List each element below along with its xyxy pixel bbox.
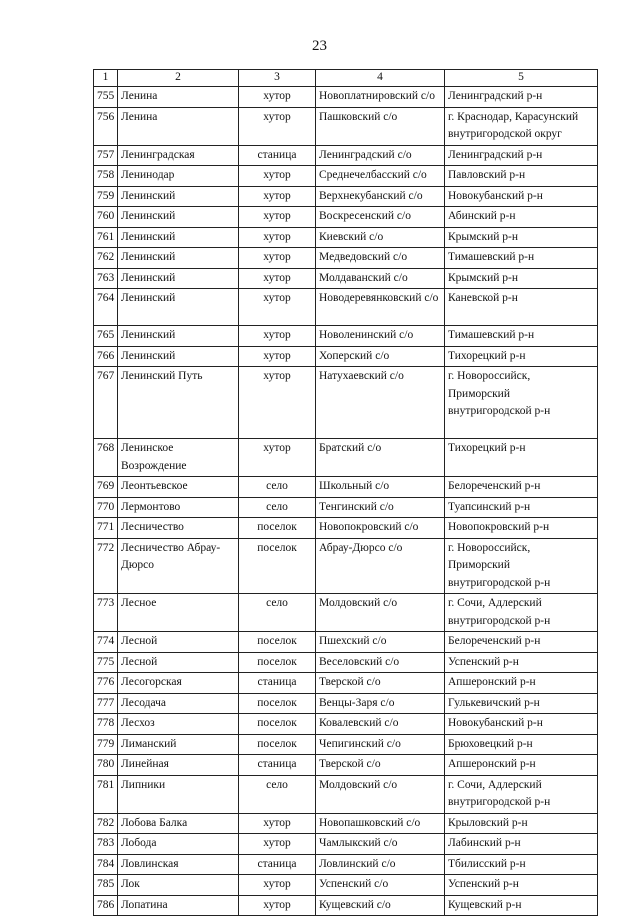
settlement-name-cell: Ленинский [118, 326, 239, 347]
council-cell: Школьный с/о [316, 477, 445, 498]
row-number-cell: 761 [94, 227, 118, 248]
row-number-cell: 760 [94, 207, 118, 228]
region-cell: Тимашевский р-н [445, 326, 598, 347]
settlement-type-cell: хутор [239, 186, 316, 207]
region-cell: Ленинградский р-н [445, 87, 598, 108]
council-cell: Чамлыкский с/о [316, 834, 445, 855]
table-row [94, 875, 598, 896]
region-cell: Брюховецкий р-н [445, 734, 598, 755]
settlement-type-cell: хутор [239, 248, 316, 269]
settlement-type-cell: село [239, 497, 316, 518]
council-cell: Чепигинский с/о [316, 734, 445, 755]
region-cell: Крымский р-н [445, 227, 598, 248]
row-number-cell: 766 [94, 346, 118, 367]
row-number-cell: 768 [94, 439, 118, 477]
region-cell: Павловский р-н [445, 166, 598, 187]
region-cell: Новокубанский р-н [445, 714, 598, 735]
settlement-name-cell: Ленина [118, 87, 239, 108]
row-number-cell: 771 [94, 518, 118, 539]
council-cell: Ленинградский с/о [316, 145, 445, 166]
page-number: 23 [312, 38, 327, 54]
table-row [94, 538, 598, 594]
table-row [94, 107, 598, 145]
table-row [94, 632, 598, 653]
council-cell: Воскресенский с/о [316, 207, 445, 228]
settlement-type-cell: хутор [239, 268, 316, 289]
row-number-cell: 777 [94, 693, 118, 714]
row-number-cell: 762 [94, 248, 118, 269]
council-cell: Новопокровский с/о [316, 518, 445, 539]
council-cell: Тверской с/о [316, 755, 445, 776]
table-row [94, 714, 598, 735]
table-row [94, 834, 598, 855]
settlement-type-cell: хутор [239, 834, 316, 855]
settlement-name-cell: Лобода [118, 834, 239, 855]
settlement-name-cell: Лесное [118, 594, 239, 632]
council-cell: Верхнекубанский с/о [316, 186, 445, 207]
settlement-name-cell: Ленинский [118, 207, 239, 228]
column-header-3: 3 [239, 70, 316, 87]
table-row [94, 268, 598, 289]
row-number-cell: 764 [94, 289, 118, 326]
settlement-name-cell: Ленина [118, 107, 239, 145]
table-row [94, 227, 598, 248]
table-header-row [94, 70, 598, 87]
region-cell: Туапсинский р-н [445, 497, 598, 518]
settlement-name-cell: Лесничество [118, 518, 239, 539]
table-row [94, 439, 598, 477]
settlement-name-cell: Лесодача [118, 693, 239, 714]
region-cell: г. Сочи, Адлерский внутригородской р-н [445, 775, 598, 813]
region-cell: Белореченский р-н [445, 632, 598, 653]
region-cell: Лабинский р-н [445, 834, 598, 855]
settlement-name-cell: Ленинское Возрождение [118, 439, 239, 477]
settlement-type-cell: хутор [239, 875, 316, 896]
table-row [94, 854, 598, 875]
table-row [94, 693, 598, 714]
settlement-name-cell: Ленинский [118, 268, 239, 289]
table-row [94, 289, 598, 326]
settlement-type-cell: поселок [239, 652, 316, 673]
settlement-name-cell: Ленинский [118, 346, 239, 367]
council-cell: Молдовский с/о [316, 594, 445, 632]
column-header-2: 2 [118, 70, 239, 87]
row-number-cell: 770 [94, 497, 118, 518]
table-row [94, 775, 598, 813]
table-row [94, 755, 598, 776]
settlement-name-cell: Лесной [118, 632, 239, 653]
table-row [94, 673, 598, 694]
settlement-type-cell: хутор [239, 107, 316, 145]
table-row [94, 477, 598, 498]
table-body [94, 87, 598, 916]
table-row [94, 186, 598, 207]
settlement-name-cell: Лопатина [118, 895, 239, 916]
table-row [94, 145, 598, 166]
settlement-name-cell: Ленинодар [118, 166, 239, 187]
table-row [94, 207, 598, 228]
council-cell: Ковалевский с/о [316, 714, 445, 735]
row-number-cell: 780 [94, 755, 118, 776]
region-cell: Каневской р-н [445, 289, 598, 326]
council-cell: Пшехский с/о [316, 632, 445, 653]
settlement-type-cell: станица [239, 755, 316, 776]
region-cell: Белореченский р-н [445, 477, 598, 498]
council-cell: Кущевский с/о [316, 895, 445, 916]
settlement-type-cell: хутор [239, 813, 316, 834]
row-number-cell: 772 [94, 538, 118, 594]
table-row [94, 594, 598, 632]
column-header-5: 5 [445, 70, 598, 87]
region-cell: Успенский р-н [445, 652, 598, 673]
table-row [94, 497, 598, 518]
settlement-type-cell: поселок [239, 538, 316, 594]
settlement-name-cell: Лермонтово [118, 497, 239, 518]
region-cell: г. Новороссийск, Приморский внутригородской р-н [445, 367, 598, 439]
region-cell: г. Новороссийск, Приморский внутригородской р-н [445, 538, 598, 594]
row-number-cell: 781 [94, 775, 118, 813]
settlement-name-cell: Ленинский Путь [118, 367, 239, 439]
council-cell: Тенгинский с/о [316, 497, 445, 518]
row-number-cell: 756 [94, 107, 118, 145]
council-cell: Молдаванский с/о [316, 268, 445, 289]
row-number-cell: 759 [94, 186, 118, 207]
council-cell: Новоленинский с/о [316, 326, 445, 347]
region-cell: Новопокровский р-н [445, 518, 598, 539]
council-cell: Новопашковский с/о [316, 813, 445, 834]
council-cell: Киевский с/о [316, 227, 445, 248]
row-number-cell: 773 [94, 594, 118, 632]
council-cell: Пашковский с/о [316, 107, 445, 145]
settlement-type-cell: поселок [239, 714, 316, 735]
region-cell: Тбилисский р-н [445, 854, 598, 875]
settlement-type-cell: хутор [239, 166, 316, 187]
settlement-type-cell: станица [239, 145, 316, 166]
column-header-4: 4 [316, 70, 445, 87]
council-cell: Среднечелбасский с/о [316, 166, 445, 187]
council-cell: Братский с/о [316, 439, 445, 477]
row-number-cell: 769 [94, 477, 118, 498]
row-number-cell: 786 [94, 895, 118, 916]
region-cell: Успенский р-н [445, 875, 598, 896]
table-row [94, 652, 598, 673]
settlement-name-cell: Ленинский [118, 248, 239, 269]
table-row [94, 346, 598, 367]
row-number-cell: 779 [94, 734, 118, 755]
region-cell: Апшеронский р-н [445, 673, 598, 694]
table-row [94, 518, 598, 539]
council-cell: Новоплатнировский с/о [316, 87, 445, 108]
settlement-type-cell: село [239, 775, 316, 813]
region-cell: Новокубанский р-н [445, 186, 598, 207]
settlement-type-cell: поселок [239, 632, 316, 653]
table-row [94, 248, 598, 269]
council-cell: Веселовский с/о [316, 652, 445, 673]
row-number-cell: 758 [94, 166, 118, 187]
settlement-name-cell: Липники [118, 775, 239, 813]
row-number-cell: 755 [94, 87, 118, 108]
region-cell: Тихорецкий р-н [445, 346, 598, 367]
settlement-type-cell: хутор [239, 326, 316, 347]
settlement-name-cell: Лесогорская [118, 673, 239, 694]
settlement-type-cell: хутор [239, 289, 316, 326]
settlement-name-cell: Лиманский [118, 734, 239, 755]
settlement-name-cell: Лесхоз [118, 714, 239, 735]
row-number-cell: 765 [94, 326, 118, 347]
council-cell: Новодеревянковский с/о [316, 289, 445, 326]
settlement-type-cell: хутор [239, 367, 316, 439]
settlement-name-cell: Лесной [118, 652, 239, 673]
region-cell: Тихорецкий р-н [445, 439, 598, 477]
region-cell: Ленинградский р-н [445, 145, 598, 166]
row-number-cell: 784 [94, 854, 118, 875]
region-cell: г. Сочи, Адлерский внутригородской р-н [445, 594, 598, 632]
table-row [94, 326, 598, 347]
settlement-type-cell: поселок [239, 693, 316, 714]
settlement-name-cell: Лобова Балка [118, 813, 239, 834]
row-number-cell: 763 [94, 268, 118, 289]
council-cell: Успенский с/о [316, 875, 445, 896]
council-cell: Молдовский с/о [316, 775, 445, 813]
council-cell: Натухаевский с/о [316, 367, 445, 439]
settlement-type-cell: поселок [239, 518, 316, 539]
settlement-type-cell: станица [239, 673, 316, 694]
council-cell: Ловлинский с/о [316, 854, 445, 875]
row-number-cell: 774 [94, 632, 118, 653]
table-row [94, 166, 598, 187]
region-cell: Гулькевичский р-н [445, 693, 598, 714]
settlement-type-cell: хутор [239, 439, 316, 477]
settlement-name-cell: Ленинский [118, 289, 239, 326]
settlement-type-cell: станица [239, 854, 316, 875]
settlement-name-cell: Леонтьевское [118, 477, 239, 498]
region-cell: Кущевский р-н [445, 895, 598, 916]
table-row [94, 813, 598, 834]
region-cell: Крымский р-н [445, 268, 598, 289]
table-row [94, 734, 598, 755]
settlement-name-cell: Ловлинская [118, 854, 239, 875]
settlements-table [93, 69, 598, 916]
table-row [94, 87, 598, 108]
council-cell: Венцы-Заря с/о [316, 693, 445, 714]
column-header-1: 1 [94, 70, 118, 87]
region-cell: Абинский р-н [445, 207, 598, 228]
settlement-name-cell: Ленинский [118, 186, 239, 207]
settlement-type-cell: хутор [239, 207, 316, 228]
settlement-type-cell: село [239, 594, 316, 632]
region-cell: Апшеронский р-н [445, 755, 598, 776]
settlement-name-cell: Лесничество Абрау-Дюрсо [118, 538, 239, 594]
settlement-type-cell: хутор [239, 346, 316, 367]
council-cell: Тверской с/о [316, 673, 445, 694]
settlement-name-cell: Ленинский [118, 227, 239, 248]
council-cell: Абрау-Дюрсо с/о [316, 538, 445, 594]
settlement-type-cell: хутор [239, 227, 316, 248]
row-number-cell: 776 [94, 673, 118, 694]
row-number-cell: 782 [94, 813, 118, 834]
row-number-cell: 775 [94, 652, 118, 673]
row-number-cell: 767 [94, 367, 118, 439]
region-cell: Тимашевский р-н [445, 248, 598, 269]
settlement-type-cell: село [239, 477, 316, 498]
region-cell: Крыловский р-н [445, 813, 598, 834]
settlement-name-cell: Линейная [118, 755, 239, 776]
row-number-cell: 785 [94, 875, 118, 896]
council-cell: Медведовский с/о [316, 248, 445, 269]
row-number-cell: 778 [94, 714, 118, 735]
settlement-type-cell: хутор [239, 87, 316, 108]
settlement-type-cell: хутор [239, 895, 316, 916]
region-cell: г. Краснодар, Карасунский внутригородской округ [445, 107, 598, 145]
table-row [94, 367, 598, 439]
council-cell: Хоперский с/о [316, 346, 445, 367]
row-number-cell: 783 [94, 834, 118, 855]
settlement-name-cell: Ленинградская [118, 145, 239, 166]
row-number-cell: 757 [94, 145, 118, 166]
table-row [94, 895, 598, 916]
settlement-type-cell: поселок [239, 734, 316, 755]
settlement-name-cell: Лок [118, 875, 239, 896]
